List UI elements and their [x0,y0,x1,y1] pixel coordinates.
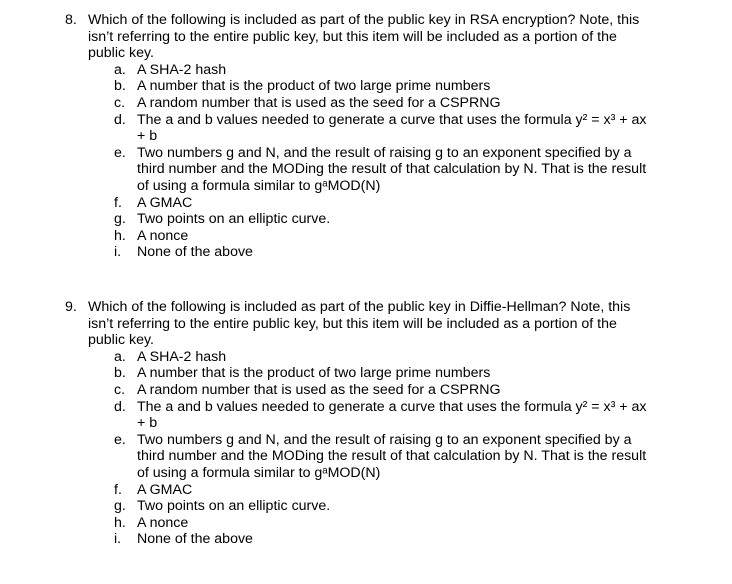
option-text: Two numbers g and N, and the result of raising g to an exponent specified by a third number and the MODing the result of that calculation by N. That is the result of using a formula similar to gᵃMOD(N) [137,144,647,194]
option-text: The a and b values needed to generate a curve that uses the formula y² = x³ + ax + b [137,111,647,145]
option-text: A number that is the product of two large prime numbers [137,78,491,95]
option-text: None of the above [137,531,253,548]
option-text: A random number that is used as the seed for a CSPRNG [137,94,501,111]
option-g [0,211,732,228]
option-text: A SHA-2 hash [137,61,227,78]
option-letter: e. [114,144,126,161]
option-text: None of the above [137,244,253,261]
option-text: A number that is the product of two large prime numbers [137,365,491,382]
question-text: Which of the following is included as part of the public key in Diffie-Hellman? Note, this isn’t referring to the entire public key, but this item will be included as a portion of the public key. [88,299,631,349]
option-letter: c. [114,94,126,111]
question-text: Which of the following is included as part of the public key in RSA encryption? Note, this isn’t referring to the entire public key, but this item will be included as a portion of the public key. [88,12,640,62]
option-letter: f. [114,481,122,498]
option-a [0,349,732,366]
option-f [0,482,732,499]
option-b [0,78,732,95]
option-letter: b. [114,365,126,382]
option-letter: d. [114,111,126,128]
option-letter: b. [114,78,126,95]
option-letter: h. [114,227,126,244]
question-8 [0,12,732,261]
option-d [0,112,732,145]
option-h [0,228,732,245]
option-text: A nonce [137,514,189,531]
question-number: 8. [65,12,77,28]
option-e [0,145,732,195]
option-c [0,382,732,399]
option-g [0,498,732,515]
option-text: A nonce [137,227,189,244]
option-b [0,365,732,382]
answer-options [0,349,732,548]
question-number: 9. [65,299,77,315]
option-letter: c. [114,381,126,398]
question-header [0,12,732,62]
option-letter: a. [114,61,126,78]
option-i [0,244,732,261]
option-d [0,399,732,432]
question-header [0,299,732,349]
option-h [0,515,732,532]
option-text: A GMAC [137,194,193,211]
answer-options [0,62,732,261]
option-i [0,531,732,548]
option-letter: i. [114,244,122,261]
option-text: The a and b values needed to generate a curve that uses the formula y² = x³ + ax + b [137,398,647,432]
option-e [0,432,732,482]
option-text: A random number that is used as the seed for a CSPRNG [137,381,501,398]
option-letter: g. [114,498,126,515]
option-letter: f. [114,194,122,211]
option-a [0,62,732,79]
option-letter: a. [114,348,126,365]
option-f [0,195,732,212]
option-letter: i. [114,531,122,548]
option-letter: d. [114,398,126,415]
option-text: Two points on an elliptic curve. [137,211,331,228]
question-9 [0,299,732,548]
option-text: Two numbers g and N, and the result of raising g to an exponent specified by a third number and the MODing the result of that calculation by N. That is the result of using a formula similar to gᵃMOD(N) [137,431,647,481]
option-letter: g. [114,211,126,228]
option-text: Two points on an elliptic curve. [137,498,331,515]
option-c [0,95,732,112]
option-text: A SHA-2 hash [137,348,227,365]
option-letter: e. [114,431,126,448]
option-letter: h. [114,514,126,531]
option-text: A GMAC [137,481,193,498]
